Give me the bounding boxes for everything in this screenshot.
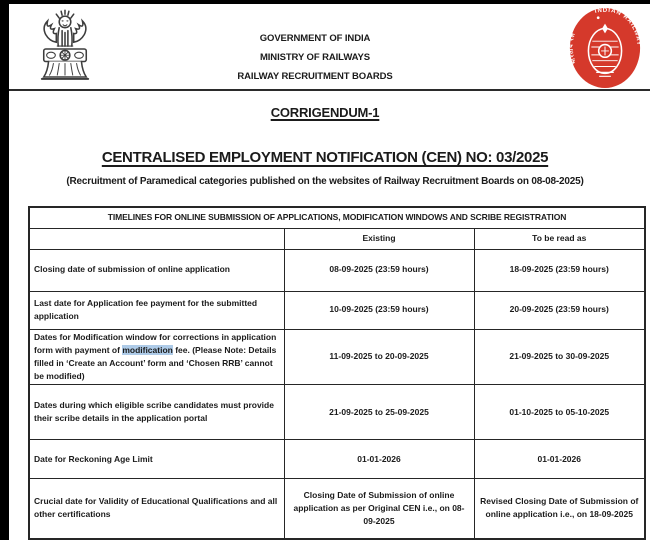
table-row — [29, 385, 645, 440]
highlighted-text-selection: modification — [122, 344, 173, 355]
column-header-revised: To be read as — [474, 228, 645, 249]
row-revised-value: 20-09-2025 (23:59 hours) — [474, 291, 645, 329]
logo-text-hindi: भारतीय रेल — [567, 31, 578, 66]
ministry-header-block — [150, 29, 480, 86]
row-existing-value: 08-09-2025 (23:59 hours) — [284, 249, 474, 291]
timelines-table — [28, 206, 646, 540]
table-header-row — [29, 228, 645, 249]
row-existing-value: 11-09-2025 to 20-09-2025 — [284, 329, 474, 385]
page-left-border — [0, 0, 9, 540]
corrigendum-title: CORRIGENDUM-1 — [270, 105, 380, 120]
header-line-ministry: MINISTRY OF RAILWAYS — [259, 52, 371, 63]
column-header-existing: Existing — [284, 228, 474, 249]
header-divider — [9, 89, 650, 91]
table-row — [29, 440, 645, 479]
row-label-text: fee. (Please Note: Details filled in ‘Create an Account’ form and ‘Chosen RRB’ cannot be modified) — [34, 344, 277, 382]
notification-title: CENTRALISED EMPLOYMENT NOTIFICATION (CEN) NO: 03/2025 — [101, 149, 549, 166]
row-label: Dates during which eligible scribe candidates must provide their scribe details in the application portal — [29, 385, 284, 440]
notification-subtitle: (Recruitment of Paramedical categories published on the websites of Railway Recruitment Boards on 08-08-2025) — [66, 176, 584, 187]
row-label: Closing date of submission of online application — [29, 249, 284, 291]
row-existing-value: 21-09-2025 to 25-09-2025 — [284, 385, 474, 440]
table-title-row — [29, 207, 645, 228]
table-title: TIMELINES FOR ONLINE SUBMISSION OF APPLICATIONS, MODIFICATION WINDOWS AND SCRIBE REGISTRATION — [29, 207, 645, 228]
column-header-blank — [29, 228, 284, 249]
row-revised-value: 01-01-2026 — [474, 440, 645, 479]
row-existing-value: 10-09-2025 (23:59 hours) — [284, 291, 474, 329]
row-label: Crucial date for Validity of Educational Qualifications and all other certifications — [29, 479, 284, 539]
row-label — [29, 329, 284, 385]
row-label-text: Dates for Modification window for corrections in application form with payment of — [34, 331, 277, 355]
header-line-rrb: RAILWAY RECRUITMENT BOARDS — [237, 71, 393, 82]
table-row — [29, 291, 645, 329]
ashoka-lion-capital-emblem-icon — [36, 8, 94, 88]
row-revised-value: 18-09-2025 (23:59 hours) — [474, 249, 645, 291]
indian-railways-logo-icon — [566, 5, 644, 91]
row-revised-value: 01-10-2025 to 05-10-2025 — [474, 385, 645, 440]
row-existing-value: Closing Date of Submission of online application as per Original CEN i.e., on 08-09-2025 — [284, 479, 474, 539]
row-existing-value: 01-01-2026 — [284, 440, 474, 479]
table-row — [29, 249, 645, 291]
header-line-government: GOVERNMENT OF INDIA — [259, 33, 371, 44]
row-label: Last date for Application fee payment for the submitted application — [29, 291, 284, 329]
table-row — [29, 479, 645, 539]
row-label: Date for Reckoning Age Limit — [29, 440, 284, 479]
row-revised-value: 21-09-2025 to 30-09-2025 — [474, 329, 645, 385]
page-top-border — [0, 0, 650, 4]
row-revised-value: Revised Closing Date of Submission of online application i.e., on 18-09-2025 — [474, 479, 645, 539]
table-row — [29, 329, 645, 385]
logo-text-english: INDIAN RAILWAY — [593, 6, 643, 47]
